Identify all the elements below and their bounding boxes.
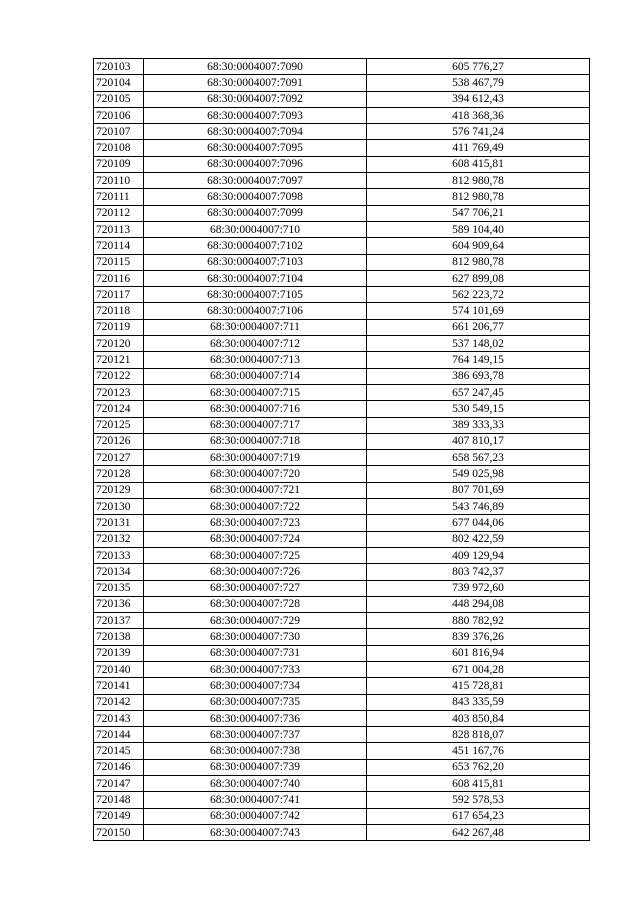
cadastral-value-cell: 812 980,78 [367, 189, 590, 205]
row-number-cell: 720134 [94, 564, 144, 580]
table-row [94, 368, 590, 384]
table-row [94, 107, 590, 123]
cadastral-number-cell: 68:30:0004007:7104 [144, 270, 367, 286]
cadastral-number-cell: 68:30:0004007:7096 [144, 156, 367, 172]
cadastral-value-cell: 839 376,26 [367, 629, 590, 645]
cadastral-number-cell: 68:30:0004007:7093 [144, 107, 367, 123]
row-number-cell: 720130 [94, 499, 144, 515]
table-row [94, 156, 590, 172]
cadastral-number-cell: 68:30:0004007:7090 [144, 59, 367, 75]
table-row [94, 678, 590, 694]
cadastral-value-cell: 549 025,98 [367, 466, 590, 482]
cadastral-value-cell: 601 816,94 [367, 645, 590, 661]
table-row [94, 401, 590, 417]
row-number-cell: 720114 [94, 238, 144, 254]
table-row [94, 645, 590, 661]
table-row [94, 515, 590, 531]
cadastral-number-cell: 68:30:0004007:721 [144, 482, 367, 498]
row-number-cell: 720109 [94, 156, 144, 172]
cadastral-number-cell: 68:30:0004007:7092 [144, 91, 367, 107]
cadastral-number-cell: 68:30:0004007:7098 [144, 189, 367, 205]
row-number-cell: 720146 [94, 759, 144, 775]
table-row [94, 531, 590, 547]
cadastral-value-cell: 403 850,84 [367, 710, 590, 726]
cadastral-number-cell: 68:30:0004007:7091 [144, 75, 367, 91]
row-number-cell: 720113 [94, 221, 144, 237]
cadastral-number-cell: 68:30:0004007:743 [144, 824, 367, 840]
cadastral-value-cell: 448 294,08 [367, 596, 590, 612]
row-number-cell: 720127 [94, 450, 144, 466]
table-row [94, 140, 590, 156]
cadastral-number-cell: 68:30:0004007:729 [144, 613, 367, 629]
cadastral-value-cell: 677 044,06 [367, 515, 590, 531]
row-number-cell: 720108 [94, 140, 144, 156]
cadastral-value-cell: 604 909,64 [367, 238, 590, 254]
row-number-cell: 720115 [94, 254, 144, 270]
table-row [94, 596, 590, 612]
row-number-cell: 720133 [94, 547, 144, 563]
row-number-cell: 720116 [94, 270, 144, 286]
cadastral-number-cell: 68:30:0004007:7094 [144, 124, 367, 140]
table-row [94, 580, 590, 596]
cadastral-number-cell: 68:30:0004007:739 [144, 759, 367, 775]
row-number-cell: 720104 [94, 75, 144, 91]
cadastral-value-cell: 880 782,92 [367, 613, 590, 629]
cadastral-number-cell: 68:30:0004007:723 [144, 515, 367, 531]
cadastral-number-cell: 68:30:0004007:7102 [144, 238, 367, 254]
table-row [94, 254, 590, 270]
cadastral-value-cell: 764 149,15 [367, 352, 590, 368]
cadastral-number-cell: 68:30:0004007:712 [144, 336, 367, 352]
cadastral-value-cell: 812 980,78 [367, 173, 590, 189]
cadastral-number-cell: 68:30:0004007:718 [144, 433, 367, 449]
row-number-cell: 720137 [94, 613, 144, 629]
cadastral-value-cell: 608 415,81 [367, 776, 590, 792]
row-number-cell: 720112 [94, 205, 144, 221]
cadastral-value-cell: 451 167,76 [367, 743, 590, 759]
cadastral-value-cell: 608 415,81 [367, 156, 590, 172]
row-number-cell: 720125 [94, 417, 144, 433]
cadastral-value-cell: 409 129,94 [367, 547, 590, 563]
table-row [94, 75, 590, 91]
row-number-cell: 720132 [94, 531, 144, 547]
cadastral-number-cell: 68:30:0004007:714 [144, 368, 367, 384]
row-number-cell: 720143 [94, 710, 144, 726]
row-number-cell: 720129 [94, 482, 144, 498]
cadastral-value-cell: 657 247,45 [367, 384, 590, 400]
row-number-cell: 720117 [94, 287, 144, 303]
cadastral-number-cell: 68:30:0004007:711 [144, 319, 367, 335]
table-row [94, 417, 590, 433]
cadastral-value-cell: 843 335,59 [367, 694, 590, 710]
table-row [94, 270, 590, 286]
cadastral-number-cell: 68:30:0004007:724 [144, 531, 367, 547]
table-row [94, 629, 590, 645]
table-row [94, 499, 590, 515]
cadastral-number-cell: 68:30:0004007:742 [144, 808, 367, 824]
cadastral-number-cell: 68:30:0004007:7103 [144, 254, 367, 270]
cadastral-value-cell: 605 776,27 [367, 59, 590, 75]
row-number-cell: 720123 [94, 384, 144, 400]
cadastral-number-cell: 68:30:0004007:733 [144, 661, 367, 677]
cadastral-number-cell: 68:30:0004007:734 [144, 678, 367, 694]
table-row [94, 694, 590, 710]
cadastral-number-cell: 68:30:0004007:726 [144, 564, 367, 580]
table-row [94, 743, 590, 759]
table-row [94, 189, 590, 205]
cadastral-value-cell: 653 762,20 [367, 759, 590, 775]
table-row [94, 482, 590, 498]
table-row [94, 824, 590, 840]
row-number-cell: 720135 [94, 580, 144, 596]
row-number-cell: 720139 [94, 645, 144, 661]
cadastral-number-cell: 68:30:0004007:728 [144, 596, 367, 612]
row-number-cell: 720147 [94, 776, 144, 792]
row-number-cell: 720148 [94, 792, 144, 808]
cadastral-value-cell: 658 567,23 [367, 450, 590, 466]
cadastral-value-cell: 627 899,08 [367, 270, 590, 286]
row-number-cell: 720122 [94, 368, 144, 384]
cadastral-value-cell: 389 333,33 [367, 417, 590, 433]
table-row [94, 384, 590, 400]
cadastral-value-cell: 576 741,24 [367, 124, 590, 140]
cadastral-number-cell: 68:30:0004007:720 [144, 466, 367, 482]
table-body [94, 59, 590, 841]
table-row [94, 124, 590, 140]
cadastral-number-cell: 68:30:0004007:710 [144, 221, 367, 237]
cadastral-number-cell: 68:30:0004007:7095 [144, 140, 367, 156]
cadastral-value-cell: 547 706,21 [367, 205, 590, 221]
cadastral-value-cell: 739 972,60 [367, 580, 590, 596]
table-row [94, 450, 590, 466]
row-number-cell: 720118 [94, 303, 144, 319]
table-row [94, 238, 590, 254]
table-row [94, 564, 590, 580]
table-row [94, 466, 590, 482]
row-number-cell: 720105 [94, 91, 144, 107]
table-row [94, 433, 590, 449]
table-row [94, 710, 590, 726]
row-number-cell: 720106 [94, 107, 144, 123]
cadastral-number-cell: 68:30:0004007:735 [144, 694, 367, 710]
cadastral-number-cell: 68:30:0004007:731 [144, 645, 367, 661]
cadastral-number-cell: 68:30:0004007:716 [144, 401, 367, 417]
cadastral-number-cell: 68:30:0004007:730 [144, 629, 367, 645]
cadastral-value-cell: 538 467,79 [367, 75, 590, 91]
row-number-cell: 720150 [94, 824, 144, 840]
row-number-cell: 720111 [94, 189, 144, 205]
row-number-cell: 720120 [94, 336, 144, 352]
cadastral-number-cell: 68:30:0004007:713 [144, 352, 367, 368]
cadastral-value-cell: 592 578,53 [367, 792, 590, 808]
cadastral-number-cell: 68:30:0004007:7099 [144, 205, 367, 221]
cadastral-value-cell: 807 701,69 [367, 482, 590, 498]
cadastral-value-cell: 386 693,78 [367, 368, 590, 384]
row-number-cell: 720126 [94, 433, 144, 449]
table-row [94, 91, 590, 107]
cadastral-value-cell: 543 746,89 [367, 499, 590, 515]
cadastral-number-cell: 68:30:0004007:740 [144, 776, 367, 792]
cadastral-value-cell: 562 223,72 [367, 287, 590, 303]
table-row [94, 808, 590, 824]
cadastral-number-cell: 68:30:0004007:741 [144, 792, 367, 808]
table-row [94, 303, 590, 319]
row-number-cell: 720141 [94, 678, 144, 694]
table-row [94, 319, 590, 335]
row-number-cell: 720149 [94, 808, 144, 824]
table-row [94, 205, 590, 221]
row-number-cell: 720124 [94, 401, 144, 417]
cadastral-number-cell: 68:30:0004007:737 [144, 727, 367, 743]
table-row [94, 287, 590, 303]
cadastral-value-cell: 617 654,23 [367, 808, 590, 824]
row-number-cell: 720107 [94, 124, 144, 140]
cadastral-value-cell: 661 206,77 [367, 319, 590, 335]
row-number-cell: 720131 [94, 515, 144, 531]
cadastral-value-cell: 803 742,37 [367, 564, 590, 580]
cadastral-value-cell: 394 612,43 [367, 91, 590, 107]
cadastral-number-cell: 68:30:0004007:715 [144, 384, 367, 400]
table-row [94, 59, 590, 75]
cadastral-number-cell: 68:30:0004007:722 [144, 499, 367, 515]
row-number-cell: 720140 [94, 661, 144, 677]
cadastral-number-cell: 68:30:0004007:727 [144, 580, 367, 596]
row-number-cell: 720136 [94, 596, 144, 612]
cadastral-value-cell: 415 728,81 [367, 678, 590, 694]
cadastral-number-cell: 68:30:0004007:717 [144, 417, 367, 433]
cadastral-value-cell: 574 101,69 [367, 303, 590, 319]
cadastral-value-cell: 671 004,28 [367, 661, 590, 677]
table-row [94, 759, 590, 775]
cadastral-number-cell: 68:30:0004007:738 [144, 743, 367, 759]
cadastral-number-cell: 68:30:0004007:736 [144, 710, 367, 726]
table-row [94, 661, 590, 677]
table-row [94, 173, 590, 189]
table-row [94, 613, 590, 629]
row-number-cell: 720144 [94, 727, 144, 743]
row-number-cell: 720110 [94, 173, 144, 189]
row-number-cell: 720145 [94, 743, 144, 759]
table-row [94, 547, 590, 563]
table-row [94, 221, 590, 237]
table-row [94, 336, 590, 352]
table-row [94, 776, 590, 792]
row-number-cell: 720128 [94, 466, 144, 482]
cadastral-number-cell: 68:30:0004007:719 [144, 450, 367, 466]
cadastral-value-table [93, 58, 590, 841]
cadastral-value-cell: 418 368,36 [367, 107, 590, 123]
cadastral-number-cell: 68:30:0004007:7097 [144, 173, 367, 189]
cadastral-value-cell: 828 818,07 [367, 727, 590, 743]
cadastral-number-cell: 68:30:0004007:725 [144, 547, 367, 563]
cadastral-value-cell: 537 148,02 [367, 336, 590, 352]
row-number-cell: 720119 [94, 319, 144, 335]
cadastral-number-cell: 68:30:0004007:7105 [144, 287, 367, 303]
cadastral-value-cell: 407 810,17 [367, 433, 590, 449]
cadastral-value-cell: 802 422,59 [367, 531, 590, 547]
row-number-cell: 720142 [94, 694, 144, 710]
cadastral-value-cell: 589 104,40 [367, 221, 590, 237]
table-row [94, 352, 590, 368]
row-number-cell: 720121 [94, 352, 144, 368]
cadastral-value-cell: 642 267,48 [367, 824, 590, 840]
table-row [94, 727, 590, 743]
row-number-cell: 720138 [94, 629, 144, 645]
cadastral-value-cell: 530 549,15 [367, 401, 590, 417]
row-number-cell: 720103 [94, 59, 144, 75]
cadastral-number-cell: 68:30:0004007:7106 [144, 303, 367, 319]
cadastral-value-cell: 411 769,49 [367, 140, 590, 156]
cadastral-value-cell: 812 980,78 [367, 254, 590, 270]
table-row [94, 792, 590, 808]
